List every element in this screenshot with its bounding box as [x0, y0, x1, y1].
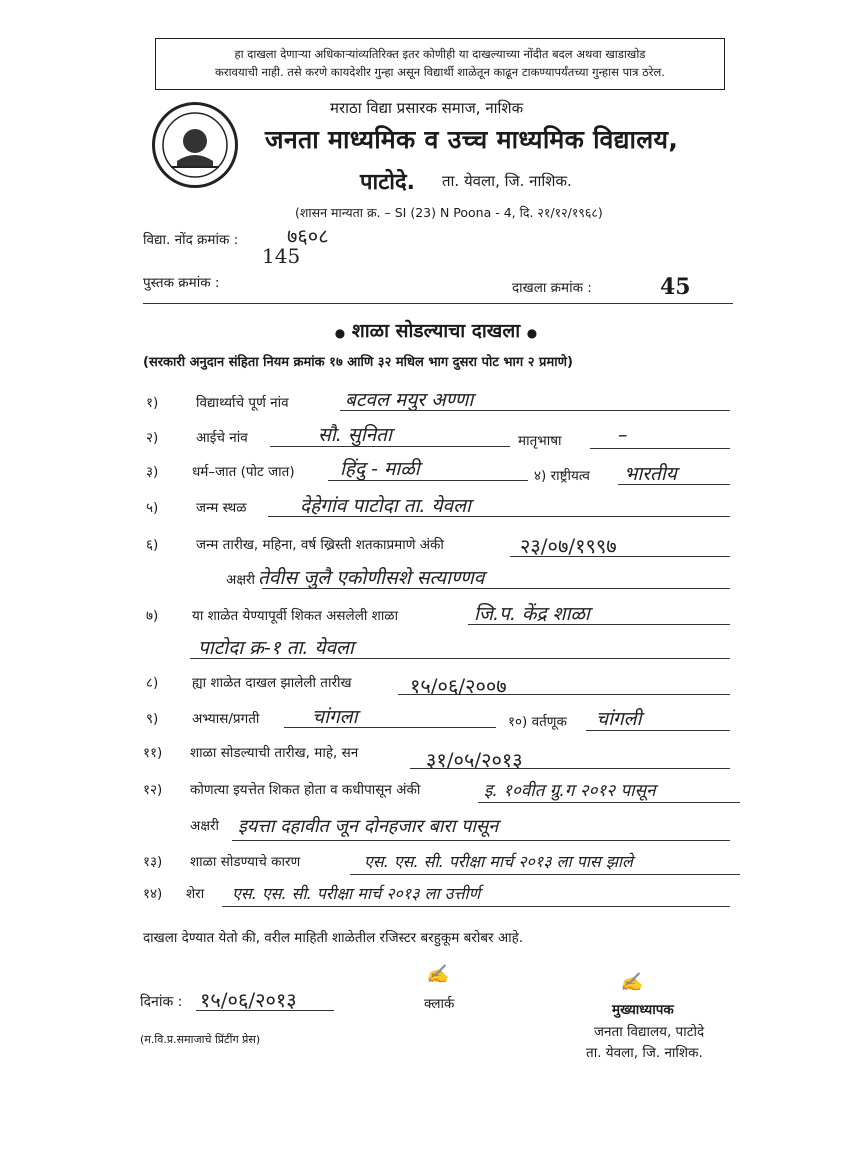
field-6-words: तेवीस जुलै एकोणीसशे सत्याण्णव [258, 567, 485, 589]
notice-line-1: हा दाखला देणाऱ्या अधिकाऱ्यांव्यतिरिक्त इतर कोणीही या दाखल्याच्या नोंदीत बदल अथवा खाडाखोड [234, 47, 646, 61]
field-13-label: शाळा सोडण्याचे कारण [190, 854, 301, 870]
school-place: पाटोदे. [360, 170, 416, 195]
principal-label: मुख्याध्यापक [612, 1002, 674, 1018]
field-3-label2: ४) राष्ट्रीयत्व [534, 468, 590, 484]
field-6-value: २३/०७/१९९७ [520, 534, 617, 558]
field-1-label: विद्यार्थ्याचे पूर्ण नांव [196, 395, 289, 411]
field-7-line [468, 624, 730, 625]
clerk-label: क्लार्क [424, 996, 455, 1012]
warning-notice [155, 38, 725, 90]
field-5-value: देहेगांव पाटोदा ता. येवला [300, 495, 471, 517]
field-11-value: ३१/०५/२०१३ [426, 748, 523, 772]
field-1-line [340, 410, 730, 411]
field-2-line [270, 446, 510, 447]
field-3-value2: भारतीय [624, 463, 677, 485]
field-8-value: १५/०६/२००७ [410, 674, 507, 698]
school-taluka: ता. येवला, जि. नाशिक. [442, 172, 572, 190]
field-12-label: कोणत्या इयत्तेत शिकत होता व कधीपासून अंकी [190, 782, 421, 798]
notice-line-2: करावयाची नाही. तसे करणे कायदेशीर गुन्हा असून विद्यार्थी शाळेतून काढून टाकण्यापर्यंतच्या गुन्हास पात्र ठरेल. [215, 65, 665, 79]
field-7-value: जि.प. केंद्र शाळा [474, 603, 590, 625]
reg-no-value: ७६०८ [287, 224, 329, 248]
field-14-label: शेरा [186, 886, 205, 902]
field-9-value: चांगला [312, 706, 358, 728]
clerk-signature: ✍ [426, 964, 449, 985]
field-11-label: शाळा सोडल्याची तारीख, माहे, सन [190, 745, 359, 761]
field-6-label: जन्म तारीख, महिना, वर्ष ख्रिस्ती शतकाप्रमाणे अंकी [196, 537, 444, 553]
field-10-value: चांगली [596, 708, 642, 730]
field-2-value2: – [618, 424, 628, 446]
header-divider [143, 303, 733, 304]
certificate-title-text: शाळा सोडल्याचा दाखला [351, 320, 521, 342]
field-7-label: या शाळेत येण्यापूर्वी शिकत असलेली शाळा [192, 608, 399, 624]
society-name: मराठा विद्या प्रसारक समाज, नाशिक [330, 99, 524, 117]
date-value: १५/०६/२०१३ [200, 988, 297, 1012]
field-13-no: १३) [143, 854, 163, 870]
field-9-label: अभ्यास/प्रगती [192, 711, 260, 727]
field-8-no: ८) [146, 675, 159, 691]
press-note: (म.वि.प्र.समाजाचे प्रिंटींग प्रेस) [140, 1033, 261, 1046]
field-2-line2 [590, 448, 730, 449]
field-5-line [268, 516, 730, 517]
field-12-value: इ. १०वीत ग्रु.ग २०१२ पासून [484, 781, 656, 801]
field-6-words-label: अक्षरी [226, 572, 256, 588]
field-12-no: १२) [143, 782, 163, 798]
principal-signature: ✍ [620, 972, 643, 993]
field-3-label: धर्म–जात (पोट जात) [192, 464, 295, 480]
field-6-no: ६) [146, 537, 159, 553]
principal-place: ता. येवला, जि. नाशिक. [586, 1045, 703, 1061]
certificate-subtitle: (सरकारी अनुदान संहिता नियम क्रमांक १७ आणि ३२ मधिल भाग दुसरा पोट भाग २ प्रमाणे) [143, 355, 573, 370]
principal-school: जनता विद्यालय, पाटोदे [594, 1024, 705, 1040]
field-12-line [478, 802, 740, 803]
field-14-value: एस. एस. सी. परीक्षा मार्च २०१३ ला उत्तीर्ण [232, 884, 481, 903]
field-2-no: २) [146, 430, 159, 446]
cert-no-label: दाखला क्रमांक : [512, 280, 592, 296]
field-11-line [410, 768, 730, 769]
field-13-line [350, 874, 740, 875]
field-2-label: आईचे नांव [196, 430, 248, 446]
field-3-no: ३) [146, 464, 159, 480]
reg-no-label: विद्या. नोंद क्रमांक : [143, 232, 239, 248]
field-6-line [510, 556, 730, 557]
field-7-no: ७) [146, 608, 159, 624]
field-2-label2: मातृभाषा [518, 433, 562, 449]
field-1-no: १) [146, 395, 159, 411]
field-12-words-line [232, 840, 730, 841]
reg-no-extra: 145 [262, 244, 301, 268]
field-14-line [222, 906, 730, 907]
certificate-title: ● शाळा सोडल्याचा दाखला ● [334, 320, 538, 342]
field-14-no: १४) [143, 886, 163, 902]
field-7-line2 [190, 658, 730, 659]
recognition-line: (शासन मान्यता क्र. – SI (23) N Poona - 4, दि. २१/१२/१९६८) [295, 205, 603, 220]
field-12-words: इयत्ता दहावीत जून दोनहजार बारा पासून [238, 816, 499, 837]
field-12-words-label: अक्षरी [190, 818, 220, 834]
date-line [196, 1010, 334, 1011]
field-10-line [586, 730, 730, 731]
field-2-value: सौ. सुनिता [318, 424, 392, 446]
field-6-words-line [262, 588, 730, 589]
field-13-value: एस. एस. सी. परीक्षा मार्च २०१३ ला पास झाले [364, 852, 633, 871]
cert-no-value: 45 [660, 274, 691, 300]
field-3-value: हिंदु - माळी [340, 458, 420, 480]
school-seal-logo [152, 102, 238, 188]
book-no-label: पुस्तक क्रमांक : [143, 275, 220, 291]
school-name: जनता माध्यमिक व उच्च माध्यमिक विद्यालय, [265, 125, 679, 154]
field-9-no: ९) [146, 711, 159, 727]
field-11-no: ११) [143, 745, 163, 761]
declaration-text: दाखला देण्यात येतो की, वरील माहिती शाळेतील रजिस्टर बरहुकूम बरोबर आहे. [143, 930, 524, 946]
field-5-label: जन्म स्थळ [196, 500, 247, 516]
field-1-value: बटवल मयुर अण्णा [345, 389, 474, 411]
field-8-line [398, 694, 730, 695]
field-8-label: ह्या शाळेत दाखल झालेली तारीख [192, 675, 352, 691]
field-3-line [328, 480, 528, 481]
field-7-value-line2: पाटोदा क्र-१ ता. येवला [198, 637, 354, 659]
field-5-no: ५) [146, 500, 159, 516]
field-9-line [284, 727, 496, 728]
field-3-line2 [618, 484, 730, 485]
field-10-label: १०) वर्तणूक [508, 714, 567, 730]
date-label: दिनांक : [140, 994, 183, 1010]
